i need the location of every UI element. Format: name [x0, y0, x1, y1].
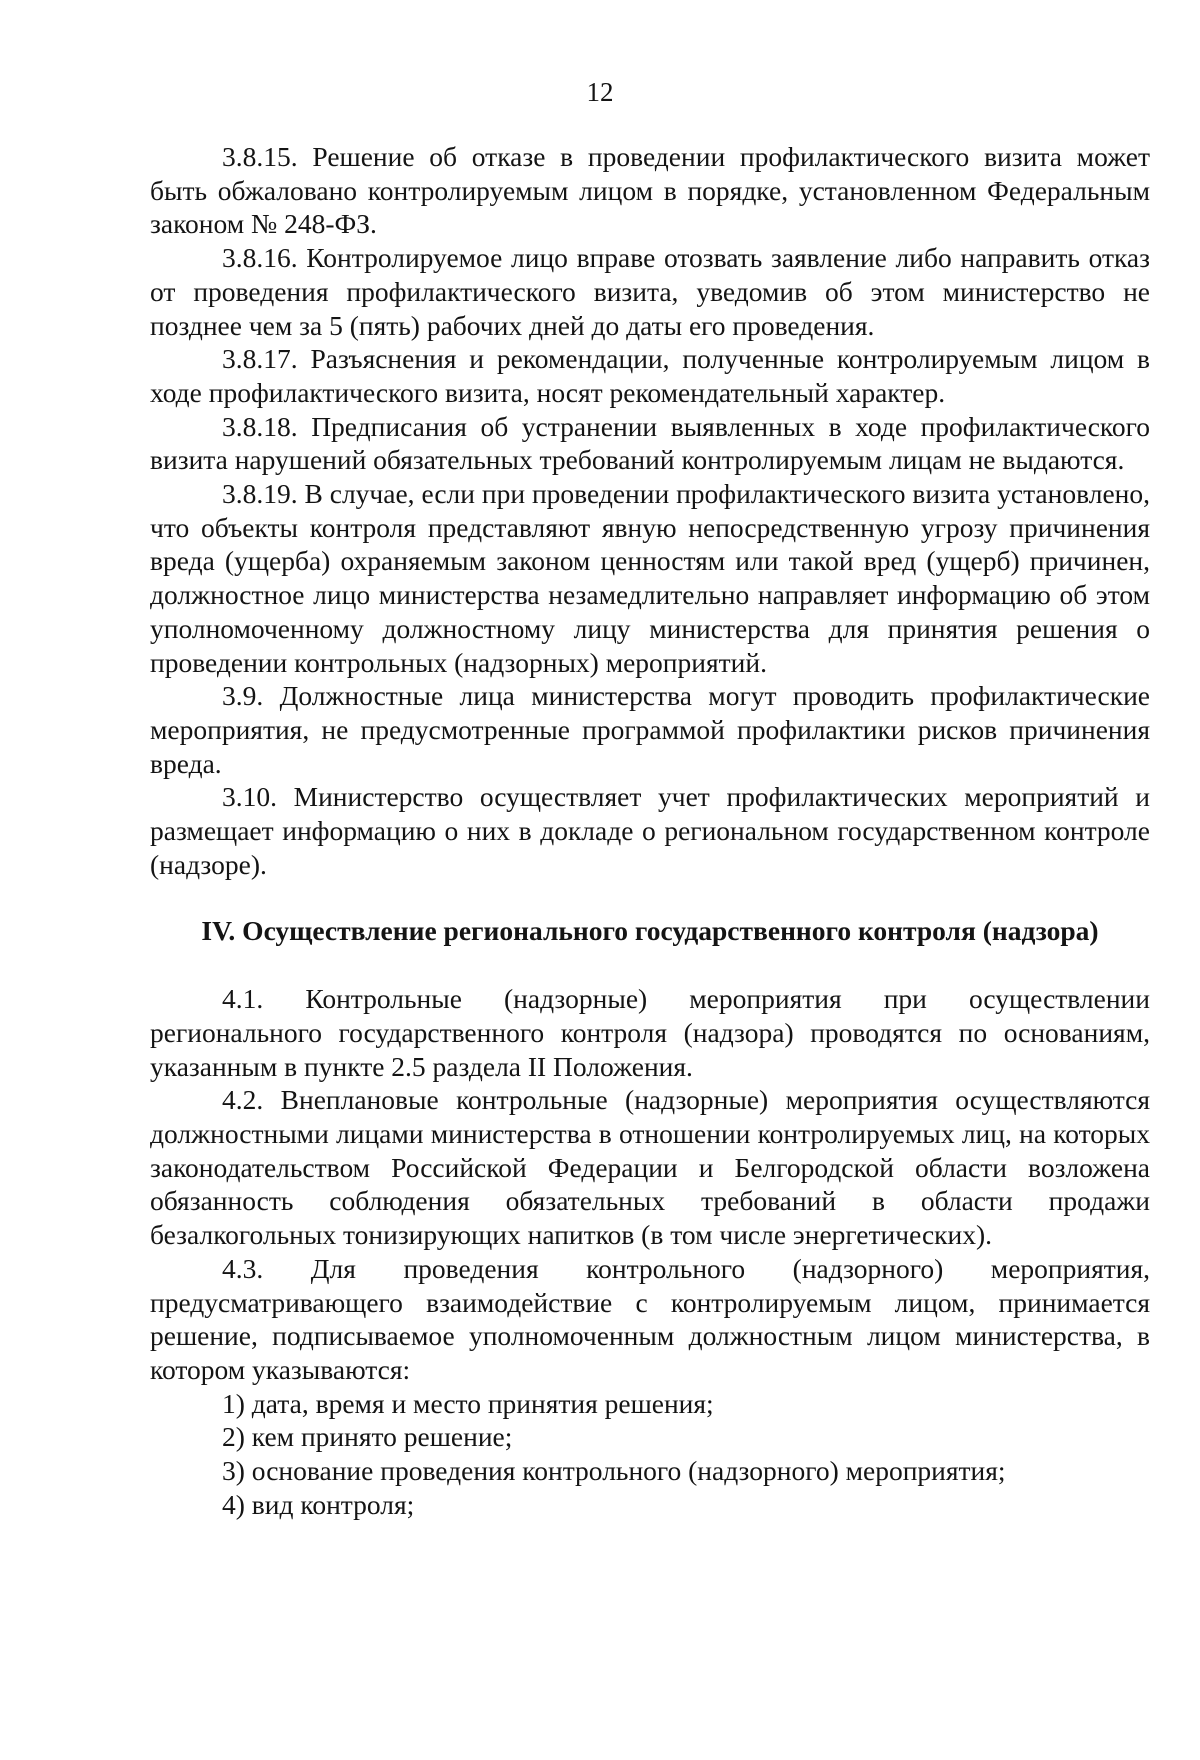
paragraph-3-10: 3.10. Министерство осуществляет учет профилактических мероприятий и размещает информацию о них в докладе о региональном государственном контроле (надзоре). [150, 781, 1150, 880]
list-item-2: 2) кем принято решение; [222, 1421, 513, 1453]
paragraph-4-3: 4.3. Для проведения контрольного (надзорного) мероприятия, предусматривающего взаимодействие с контролируемым лицом, принимается решение, подписываемое уполномоченным должностным лицом министерства, в котором указываются: [150, 1252, 1150, 1385]
document-body [150, 140, 1150, 1521]
paragraph-3-8-16: 3.8.16. Контролируемое лицо вправе отозвать заявление либо направить отказ от проведения профилактического визита, уведомив об этом министерство не позднее чем за 5 (пять) рабочих дней до даты его проведения. [150, 242, 1150, 341]
paragraph-3-8-15: 3.8.15. Решение об отказе в проведении профилактического визита может быть обжаловано контролируемым лицом в порядке, установленном Федеральным законом № 248-ФЗ. [150, 141, 1150, 240]
list-item-3: 3) основание проведения контрольного (надзорного) мероприятия; [222, 1455, 1006, 1487]
section-heading: IV. Осуществление регионального государственного контроля (надзора) [201, 915, 1099, 947]
paragraph-3-8-19: 3.8.19. В случае, если при проведении профилактического визита установлено, что объекты контроля представляют явную непосредственную угрозу причинения вреда (ущерба) охраняемым законом ценностям или такой вред (ущерб) причинен, должностное лицо министерства незамедлительно направляет информацию об этом уполномоченному должностному лицу министерства для принятия решения о проведении контрольных (надзорных) мероприятий. [150, 478, 1150, 678]
paragraph-3-9: 3.9. Должностные лица министерства могут проводить профилактические мероприятия, не предусмотренные программой профилактики рисков причинения вреда. [150, 680, 1150, 779]
paragraph-4-2: 4.2. Внеплановые контрольные (надзорные) мероприятия осуществляются должностными лицами министерства в отношении контролируемых лиц, на которых законодательством Российской Федерации и Белгородской области возложена обязанность соблюдения обязательных требований в области продажи безалкогольных тонизирующих напитков (в том числе энергетических). [150, 1084, 1150, 1251]
list-item-1: 1) дата, время и место принятия решения; [222, 1387, 714, 1419]
paragraph-3-8-18: 3.8.18. Предписания об устранении выявленных в ходе профилактического визита нарушений обязательных требований контролируемым лицам не выдаются. [150, 410, 1150, 476]
paragraph-3-8-17: 3.8.17. Разъяснения и рекомендации, полученные контролируемым лицом в ходе профилактического визита, носят рекомендательный характер. [150, 343, 1150, 408]
list-item-4: 4) вид контроля; [222, 1488, 415, 1520]
paragraph-4-1: 4.1. Контрольные (надзорные) мероприятия при осуществлении регионального государственного контроля (надзора) проводятся по основаниям, указанным в пункте 2.5 раздела II Положения. [150, 983, 1150, 1082]
page-number: 12 [586, 77, 614, 107]
